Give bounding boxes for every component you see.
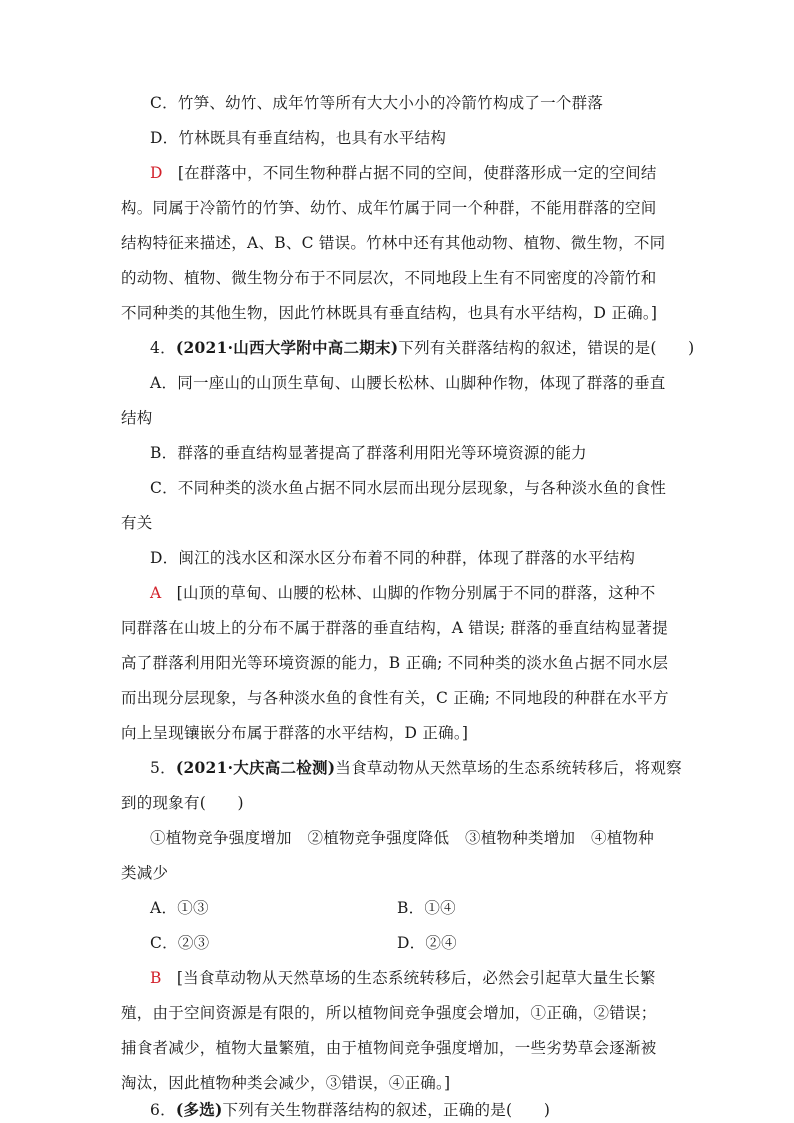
q4-stem [150,338,694,358]
q5-number: 5． [150,759,176,777]
q3-option-c: C．竹笋、幼竹、成年竹等所有大大小小的冷箭竹构成了一个群落 [150,94,604,112]
q5-explanation-line-1 [150,968,656,988]
q4-option-a-cont: 结构 [121,409,153,427]
q4-option-c-cont: 有关 [121,514,153,532]
q5-statements-cont: 类减少 [121,864,169,882]
q3-explanation-line-2: 构。同属于冷箭竹的竹笋、幼竹、成年竹属于同一个种群，不能用群落的空间 [121,199,657,217]
q3-option-d: D．竹林既具有垂直结构，也具有水平结构 [150,129,447,147]
q3-explanation-line-4: 的动物、植物、微生物分布于不同层次，不同地段上生有不同密度的冷箭竹和 [121,269,657,287]
q4-number: 4． [150,339,176,357]
q4-source: (2021·山西大学附中高二期末) [175,338,399,357]
q4-explanation-line-2: 同群落在山坡上的分布不属于群落的垂直结构，A 错误; 群落的垂直结构显著提 [121,619,669,637]
q4-explanation-line-4: 而出现分层现象，与各种淡水鱼的食性有关，C 正确; 不同地段的种群在水平方 [121,689,669,707]
q4-option-d: D．闽江的浅水区和深水区分布着不同的种群，体现了群落的水平结构 [150,549,636,567]
q4-explanation-line-1 [150,583,655,603]
q4-option-b: B．群落的垂直结构显著提高了群落利用阳光等环境资源的能力 [150,444,587,462]
q4-explanation-line-3: 高了群落利用阳光等环境资源的能力，B 正确; 不同种类的淡水鱼占据不同水层 [121,654,669,672]
q3-explanation-line-3: 结构特征来描述，A、B、C 错误。竹林中还有其他动物、植物、微生物，不同 [121,234,666,252]
q4-explanation-text: [山顶的草甸、山腰的松林、山脚的作物分别属于不同的群落，这种不 [176,584,656,602]
q4-answer-letter: A [150,584,162,602]
q3-explanation-text: [在群落中，不同生物种群占据不同的空间，使群落形成一定的空间结 [177,164,657,182]
q5-answer-letter: B [150,969,162,987]
q5-options-row-2 [150,933,209,953]
q6-number: 6． [150,1101,176,1119]
q5-option-a: A．①③ [150,899,209,917]
q5-option-c: C．②③ [150,934,210,952]
q5-options-row-1 [150,898,209,918]
q5-explanation-text: [当食草动物从天然草场的生态系统转移后，必然会引起草大量生长繁 [176,969,656,987]
q3-answer-letter: D [150,164,163,182]
q4-option-c: C．不同种类的淡水鱼占据不同水层而出现分层现象，与各种淡水鱼的食性 [150,479,667,497]
q5-stem-cont: 到的现象有( ) [121,794,244,812]
q4-explanation-line-5: 向上呈现镶嵌分布属于群落的水平结构，D 正确。] [121,724,469,742]
q6-stem-text: 下列有关生物群落结构的叙述，正确的是( ) [222,1101,551,1119]
q5-option-b: B．①④ [397,899,456,917]
q6-tag: (多选) [175,1100,223,1119]
q5-explanation-line-2: 殖，由于空间资源是有限的，所以植物间竞争强度会增加，①正确，②错误； [121,1004,657,1022]
q5-stem [150,758,682,778]
q5-source: (2021·大庆高二检测) [175,758,336,777]
q5-explanation-line-4: 淘汰，因此植物种类会减少，③错误，④正确。] [121,1074,451,1092]
q5-option-d: D．②④ [397,934,457,952]
q5-stem-text: 当食草动物从天然草场的生态系统转移后，将观察 [335,759,682,777]
q5-explanation-line-3: 捕食者减少，植物大量繁殖，由于植物间竞争强度增加，一些劣势草会逐渐被 [121,1039,657,1057]
q3-explanation-line-1 [150,163,657,183]
q5-statements: ①植物竞争强度增加 ②植物竞争强度降低 ③植物种类增加 ④植物种 [150,829,655,847]
q4-option-a: A．同一座山的山顶生草甸、山腰长松林、山脚种作物，体现了群落的垂直 [150,374,666,392]
q4-stem-text: 下列有关群落结构的叙述，错误的是( ) [398,339,695,357]
q6-stem [150,1100,550,1120]
q3-explanation-line-5: 不同种类的其他生物，因此竹林既具有垂直结构，也具有水平结构，D 正确。] [121,304,658,322]
